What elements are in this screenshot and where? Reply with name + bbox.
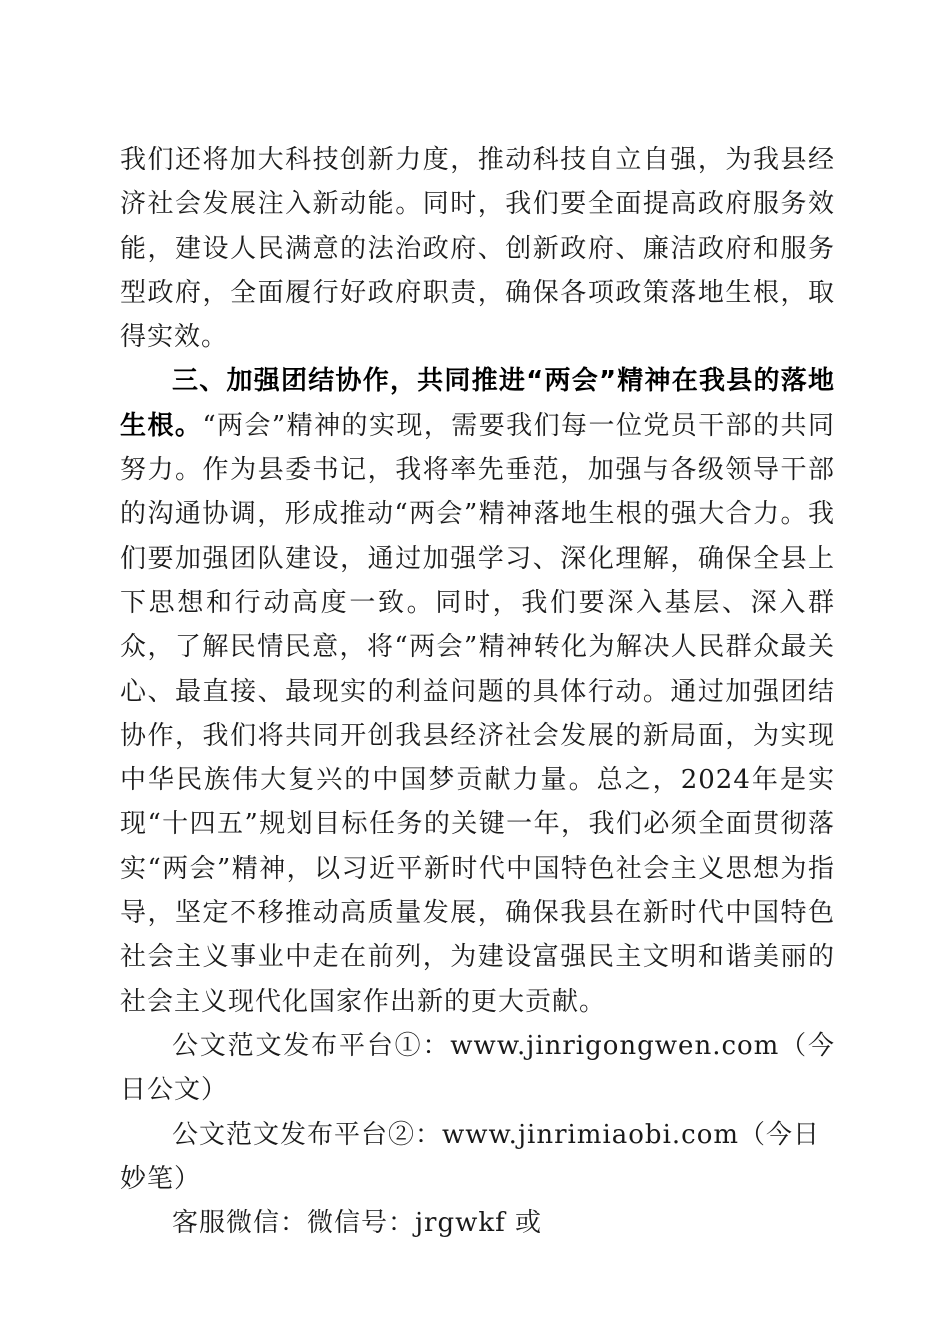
continued-paragraph: 我们还将加大科技创新力度，推动科技自立自强，为我县经济社会发展注入新动能。同时，我们要全面提高政府服务效能，建设人民满意的法治政府、创新政府、廉洁政府和服务型政府，全面履行好政府职责，确保各项政策落地生根，取得实效。 [120,145,835,353]
document-page [120,138,835,1245]
section-3-paragraph [120,359,835,1023]
section-3-body: “两会”精神的实现，需要我们每一位党员干部的共同努力。作为县委书记，我将率先垂范，加强与各级领导干部的沟通协调，形成推动“两会”精神落地生根的强大合力。我们要加强团队建设，通过加强学习、深化理解，确保全县上下思想和行动高度一致。同时，我们要深入基层、深入群众，了解民情民意，将“两会”精神转化为解决人民群众最关心、最直接、最现实的利益问题的具体行动。通过加强团结协作，我们将共同开创我县经济社会发展的新局面，为实现中华民族伟大复兴的中国梦贡献力量。总之，2024年是实现“十四五”规划目标任务的关键一年，我们必须全面贯彻落实“两会”精神，以习近平新时代中国特色社会主义思想为指导，坚定不移推动高质量发展，确保我县在新时代中国特色社会主义事业中走在前列，为建设富强民主文明和谐美丽的社会主义现代化国家作出新的更大贡献。 [120,410,835,1017]
platform-2-text: 公文范文发布平台②：www.jinrimiaobi.com（今日妙笔） [120,1119,821,1194]
section-3-heading: 三、加强团结协作，共同推进“两会”精神在我县的落地生根。 [120,366,835,441]
platform-1-text: 公文范文发布平台①：www.jinrigongwen.com（今日公文） [120,1030,835,1106]
wechat-text: 客服微信：微信号：jrgwkf 或 [172,1208,543,1239]
